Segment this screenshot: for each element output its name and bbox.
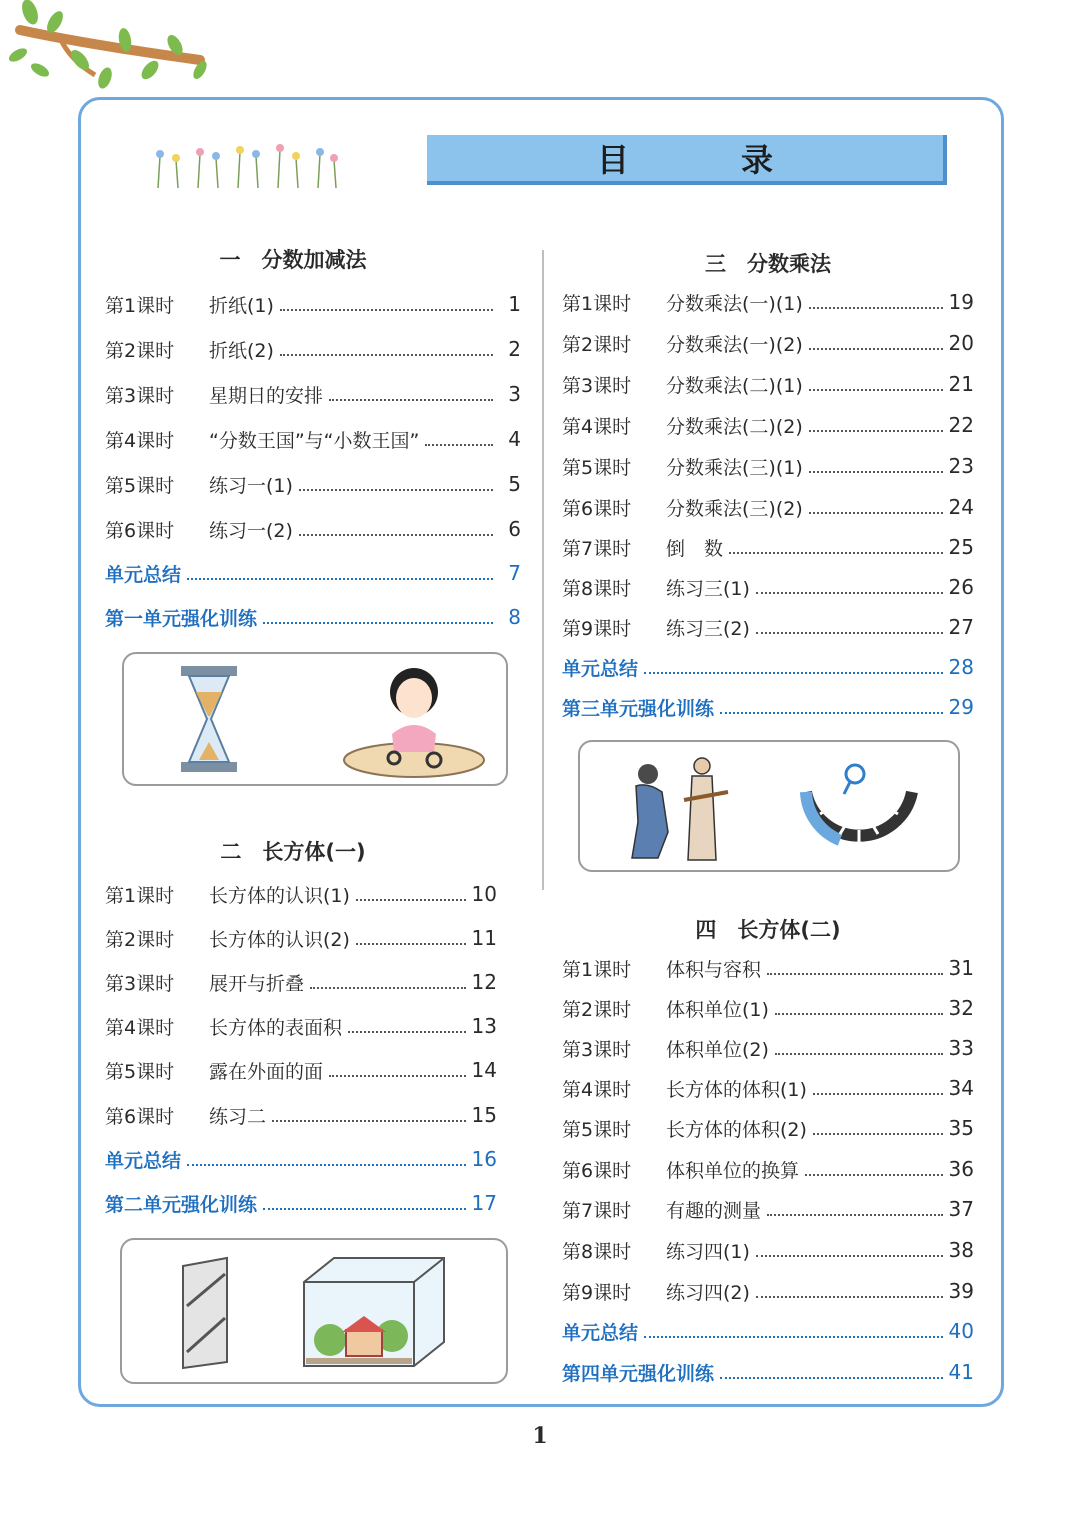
unit-3-section [562, 248, 974, 728]
training-label: 第四单元强化训练 [562, 1362, 715, 1385]
toc-entry[interactable] [105, 880, 497, 908]
page-ref: 33 [948, 1036, 974, 1060]
page-ref: 17 [471, 1191, 497, 1215]
lesson-label: 第8课时 [562, 1240, 632, 1263]
page-ref: 3 [508, 382, 521, 406]
lesson-topic: 长方体的体积(2) [666, 1118, 807, 1141]
leader-dots [809, 336, 943, 350]
page-ref: 31 [948, 956, 974, 980]
column-divider [542, 250, 544, 890]
page-ref: 26 [948, 575, 974, 599]
leader-dots [348, 1019, 466, 1033]
lesson-label: 第2课时 [105, 339, 175, 362]
leader-dots [809, 418, 943, 432]
toc-entry[interactable] [562, 329, 974, 357]
page-ref: 11 [471, 926, 497, 950]
page-ref: 40 [948, 1319, 974, 1343]
leader-dots [310, 975, 466, 989]
page-ref: 24 [948, 495, 974, 519]
page-ref: 34 [948, 1076, 974, 1100]
lesson-topic: 长方体的体积(1) [666, 1078, 807, 1101]
leader-dots [263, 610, 493, 624]
page-ref: 12 [471, 970, 497, 994]
unit-2-section [105, 836, 521, 1226]
page-number: 1 [532, 1423, 548, 1449]
lesson-topic: 体积单位的换算 [666, 1159, 800, 1182]
lesson-label: 第1课时 [105, 884, 175, 907]
toc-entry[interactable] [562, 954, 974, 982]
hourglass-icon [179, 664, 239, 774]
unit-4-section [562, 914, 974, 1394]
toc-entry[interactable] [562, 370, 974, 398]
lesson-label: 第4课时 [105, 429, 175, 452]
lesson-topic: 练习四(1) [666, 1240, 750, 1263]
lesson-label: 第8课时 [562, 577, 632, 600]
lesson-topic: 星期日的安排 [209, 384, 324, 407]
unit-title: 一 分数加减法 [219, 248, 367, 272]
lesson-label: 第2课时 [105, 928, 175, 951]
lesson-label: 第5课时 [562, 456, 632, 479]
summary-label: 单元总结 [105, 1149, 182, 1172]
lesson-topic: 练习一(2) [209, 519, 293, 542]
page-ref: 29 [948, 695, 974, 719]
page-ref: 22 [948, 413, 974, 437]
page-ref: 32 [948, 996, 974, 1020]
page-ref: 37 [948, 1197, 974, 1221]
lesson-topic: 分数乘法(二)(2) [666, 415, 803, 438]
toc-entry-training[interactable] [105, 1189, 497, 1217]
page-ref: 23 [948, 454, 974, 478]
leader-dots [720, 700, 943, 714]
leader-dots [187, 1152, 466, 1166]
lesson-topic: 练习四(2) [666, 1281, 750, 1304]
toc-entry[interactable] [105, 968, 497, 996]
illustration-box-hourglass-girl [122, 652, 508, 786]
summary-label: 单元总结 [562, 657, 639, 680]
lesson-topic: 长方体的认识(2) [209, 928, 350, 951]
page-ref: 38 [948, 1238, 974, 1262]
toc-entry[interactable] [562, 452, 974, 480]
unit-title: 三 分数乘法 [705, 252, 831, 276]
leader-dots [299, 522, 493, 536]
training-label: 第二单元强化训练 [105, 1193, 258, 1216]
lesson-topic: 露在外面的面 [209, 1060, 324, 1083]
page-ref: 28 [948, 655, 974, 679]
leader-dots [809, 377, 943, 391]
leader-dots [756, 580, 943, 594]
toc-entry[interactable] [105, 924, 497, 952]
lesson-label: 第6课时 [105, 1105, 175, 1128]
toc-entry-training[interactable] [562, 1358, 974, 1386]
lesson-label: 第4课时 [562, 1078, 632, 1101]
lesson-label: 第2课时 [562, 333, 632, 356]
lesson-topic: 分数乘法(一)(1) [666, 292, 803, 315]
toc-entry[interactable] [562, 1277, 974, 1305]
page-ref: 21 [948, 372, 974, 396]
toc-entry[interactable] [562, 1195, 974, 1223]
page-ref: 1 [508, 292, 521, 316]
toc-entry[interactable] [562, 1236, 974, 1264]
lesson-topic: 长方体的表面积 [209, 1016, 343, 1039]
lesson-topic: 分数乘法(三)(2) [666, 497, 803, 520]
page-ref: 35 [948, 1116, 974, 1140]
page-ref: 13 [471, 1014, 497, 1038]
lesson-topic: 练习三(2) [666, 617, 750, 640]
leader-dots [813, 1121, 943, 1135]
lesson-label: 第6课时 [105, 519, 175, 542]
page-ref: 41 [948, 1360, 974, 1384]
toc-entry[interactable] [562, 994, 974, 1022]
toc-entry[interactable] [105, 1101, 497, 1129]
toc-entry-summary[interactable] [562, 1317, 974, 1345]
leader-dots [775, 1001, 943, 1015]
lesson-label: 第1课时 [562, 958, 632, 981]
illustration-box-box-aquarium [120, 1238, 508, 1384]
lesson-label: 第4课时 [105, 1016, 175, 1039]
leader-dots [775, 1041, 943, 1055]
leader-dots [272, 1108, 466, 1122]
toc-entry[interactable] [105, 1056, 497, 1084]
leader-dots [263, 1196, 466, 1210]
summary-label: 单元总结 [562, 1321, 639, 1344]
toc-entry[interactable] [562, 1074, 974, 1102]
lesson-label: 第3课时 [562, 374, 632, 397]
page-ref: 36 [948, 1157, 974, 1181]
toc-entry[interactable] [105, 425, 521, 453]
leader-dots [809, 500, 943, 514]
training-label: 第一单元强化训练 [105, 607, 258, 630]
leader-dots [299, 477, 493, 491]
lesson-topic: 有趣的测量 [666, 1199, 762, 1222]
lesson-topic: 体积与容积 [666, 958, 762, 981]
lesson-label: 第7课时 [562, 1199, 632, 1222]
leader-dots [356, 931, 466, 945]
leader-dots [329, 1063, 466, 1077]
toc-entry-summary[interactable] [105, 1145, 497, 1173]
leader-dots [425, 432, 493, 446]
lesson-label: 第5课时 [562, 1118, 632, 1141]
girl-with-necklace-illustration [334, 660, 494, 780]
unit-1-section [105, 244, 521, 644]
lesson-topic: 展开与折叠 [209, 972, 305, 995]
leader-dots [280, 297, 493, 311]
toc-entry[interactable] [105, 290, 521, 318]
lesson-label: 第1课时 [562, 292, 632, 315]
leader-dots [767, 961, 943, 975]
lesson-topic: 倒 数 [666, 537, 724, 560]
leader-dots [720, 1365, 943, 1379]
toc-entry[interactable] [105, 1012, 497, 1040]
page-ref: 19 [948, 290, 974, 314]
lesson-label: 第6课时 [562, 497, 632, 520]
tree-branch-decoration [0, 0, 220, 95]
lesson-topic: 体积单位(1) [666, 998, 769, 1021]
lesson-label: 第9课时 [562, 1281, 632, 1304]
page-ref: 6 [508, 517, 521, 541]
lesson-topic: “分数王国”与“小数王国” [209, 429, 420, 452]
leader-dots [809, 459, 943, 473]
leader-dots [756, 620, 943, 634]
illustration-box-figures-gauge [578, 740, 960, 872]
unit-title: 四 长方体(二) [695, 918, 841, 942]
toc-entry[interactable] [105, 515, 521, 543]
leader-dots [644, 1324, 943, 1338]
glass-box-illustration [177, 1254, 237, 1372]
lesson-topic: 练习一(1) [209, 474, 293, 497]
toc-entry[interactable] [562, 288, 974, 316]
lesson-label: 第3课时 [562, 1038, 632, 1061]
page-ref: 16 [471, 1147, 497, 1171]
leader-dots [805, 1162, 943, 1176]
page-ref: 20 [948, 331, 974, 355]
lesson-label: 第4课时 [562, 415, 632, 438]
toc-entry-training[interactable] [105, 603, 521, 631]
gauge-icon [800, 762, 918, 852]
page-title: 目 录 [427, 135, 947, 185]
summary-label: 单元总结 [105, 563, 182, 586]
leader-dots [356, 887, 466, 901]
toc-entry[interactable] [562, 1114, 974, 1142]
lesson-label: 第7课时 [562, 537, 632, 560]
lesson-topic: 练习三(1) [666, 577, 750, 600]
toc-entry[interactable] [105, 380, 521, 408]
flowers-decoration [150, 138, 345, 193]
page-ref: 25 [948, 535, 974, 559]
page-ref: 10 [471, 882, 497, 906]
lesson-label: 第3课时 [105, 384, 175, 407]
leader-dots [767, 1202, 943, 1216]
leader-dots [729, 540, 943, 554]
aquarium-illustration [300, 1254, 448, 1372]
lesson-topic: 长方体的认识(1) [209, 884, 350, 907]
toc-entry[interactable] [562, 493, 974, 521]
page-ref: 15 [471, 1103, 497, 1127]
leader-dots [756, 1284, 943, 1298]
page-ref: 39 [948, 1279, 974, 1303]
toc-entry[interactable] [562, 1034, 974, 1062]
two-figures-illustration [618, 752, 738, 864]
lesson-topic: 分数乘法(二)(1) [666, 374, 803, 397]
leader-dots [187, 566, 493, 580]
page-ref: 5 [508, 472, 521, 496]
toc-entry[interactable] [562, 573, 974, 601]
lesson-label: 第9课时 [562, 617, 632, 640]
unit-title: 二 长方体(一) [220, 840, 366, 864]
page-ref: 7 [508, 561, 521, 585]
leader-dots [813, 1081, 943, 1095]
lesson-label: 第6课时 [562, 1159, 632, 1182]
lesson-label: 第2课时 [562, 998, 632, 1021]
toc-entry[interactable] [562, 1155, 974, 1183]
page-ref: 14 [471, 1058, 497, 1082]
lesson-topic: 练习二 [209, 1105, 267, 1128]
lesson-topic: 分数乘法(一)(2) [666, 333, 803, 356]
leader-dots [329, 387, 493, 401]
page-ref: 8 [508, 605, 521, 629]
toc-entry[interactable] [562, 411, 974, 439]
lesson-label: 第5课时 [105, 474, 175, 497]
lesson-label: 第5课时 [105, 1060, 175, 1083]
lesson-topic: 体积单位(2) [666, 1038, 769, 1061]
lesson-topic: 分数乘法(三)(1) [666, 456, 803, 479]
leader-dots [809, 295, 943, 309]
training-label: 第三单元强化训练 [562, 697, 715, 720]
toc-entry[interactable] [105, 335, 521, 363]
leader-dots [644, 660, 943, 674]
toc-entry[interactable] [562, 533, 974, 561]
toc-entry[interactable] [105, 470, 521, 498]
page-ref: 4 [508, 427, 521, 451]
lesson-topic: 折纸(1) [209, 294, 274, 317]
toc-entry[interactable] [562, 613, 974, 641]
toc-entry-training[interactable] [562, 693, 974, 721]
lesson-label: 第3课时 [105, 972, 175, 995]
page-ref: 2 [508, 337, 521, 361]
leader-dots [756, 1243, 943, 1257]
lesson-topic: 折纸(2) [209, 339, 274, 362]
leader-dots [280, 342, 493, 356]
toc-entry-summary[interactable] [562, 653, 974, 681]
toc-entry-summary[interactable] [105, 559, 521, 587]
page-ref: 27 [948, 615, 974, 639]
lesson-label: 第1课时 [105, 294, 175, 317]
